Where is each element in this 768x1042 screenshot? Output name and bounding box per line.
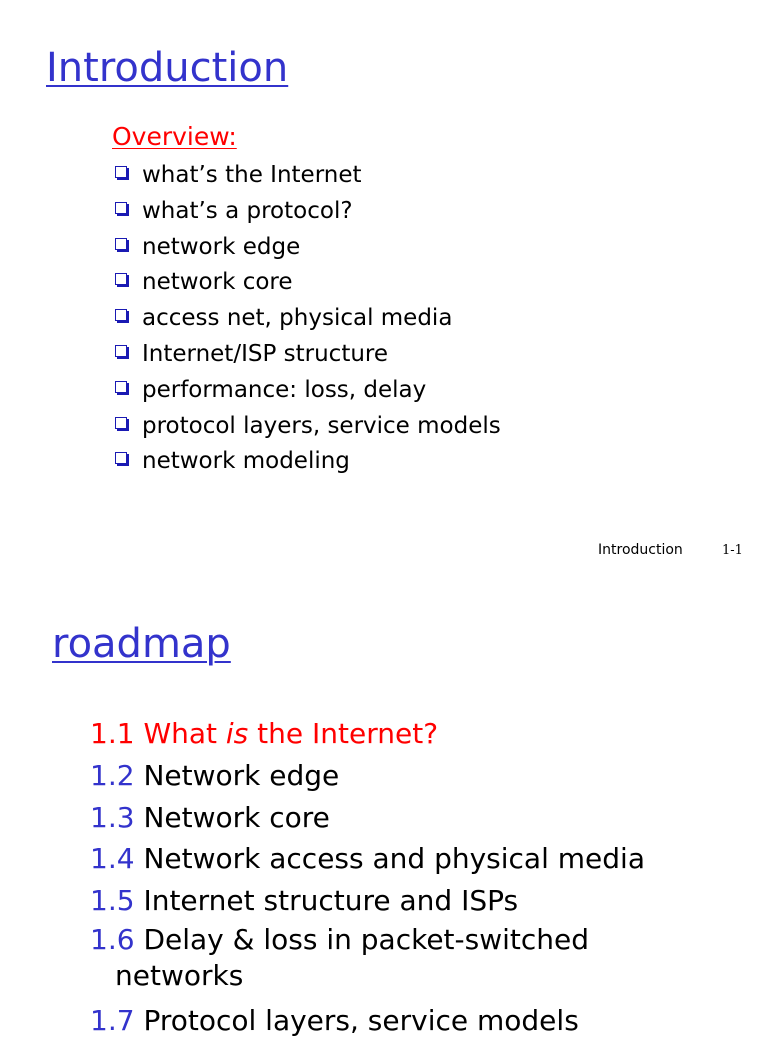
list-item: Internet/ISP structure [112, 337, 501, 373]
slide-title-roadmap: roadmap [52, 621, 231, 667]
roadmap-item: 1.3 Network core [90, 800, 330, 834]
footer-label: Introduction [598, 542, 683, 558]
list-item: network edge [112, 230, 501, 266]
roadmap-item-current: 1.1 What is the Internet? [90, 717, 439, 750]
list-item: what’s the Internet [112, 158, 501, 194]
overview-heading: Overview: [112, 122, 237, 151]
list-item: what’s a protocol? [112, 194, 501, 230]
page-number: 1-1 [722, 543, 743, 558]
square-bullet-icon [115, 238, 127, 250]
square-bullet-icon [115, 202, 127, 214]
square-bullet-icon [115, 417, 127, 429]
roadmap-item: 1.6 Delay & loss in packet-switched networks [90, 922, 590, 992]
square-bullet-icon [115, 166, 127, 178]
overview-list [112, 158, 501, 480]
list-item: access net, physical media [112, 301, 501, 337]
square-bullet-icon [115, 273, 127, 285]
square-bullet-icon [115, 381, 127, 393]
list-item: network modeling [112, 444, 501, 480]
roadmap-list [90, 713, 690, 1042]
roadmap-item: 1.7 Protocol layers, service models [90, 1003, 579, 1037]
square-bullet-icon [115, 452, 127, 464]
square-bullet-icon [115, 345, 127, 357]
list-item: performance: loss, delay [112, 373, 501, 409]
square-bullet-icon [115, 309, 127, 321]
slide-title-introduction: Introduction [46, 45, 289, 91]
roadmap-item: 1.5 Internet structure and ISPs [90, 884, 519, 918]
list-item: network core [112, 265, 501, 301]
roadmap-item: 1.4 Network access and physical media [90, 842, 645, 876]
roadmap-item: 1.2 Network edge [90, 758, 340, 792]
list-item: protocol layers, service models [112, 409, 501, 445]
